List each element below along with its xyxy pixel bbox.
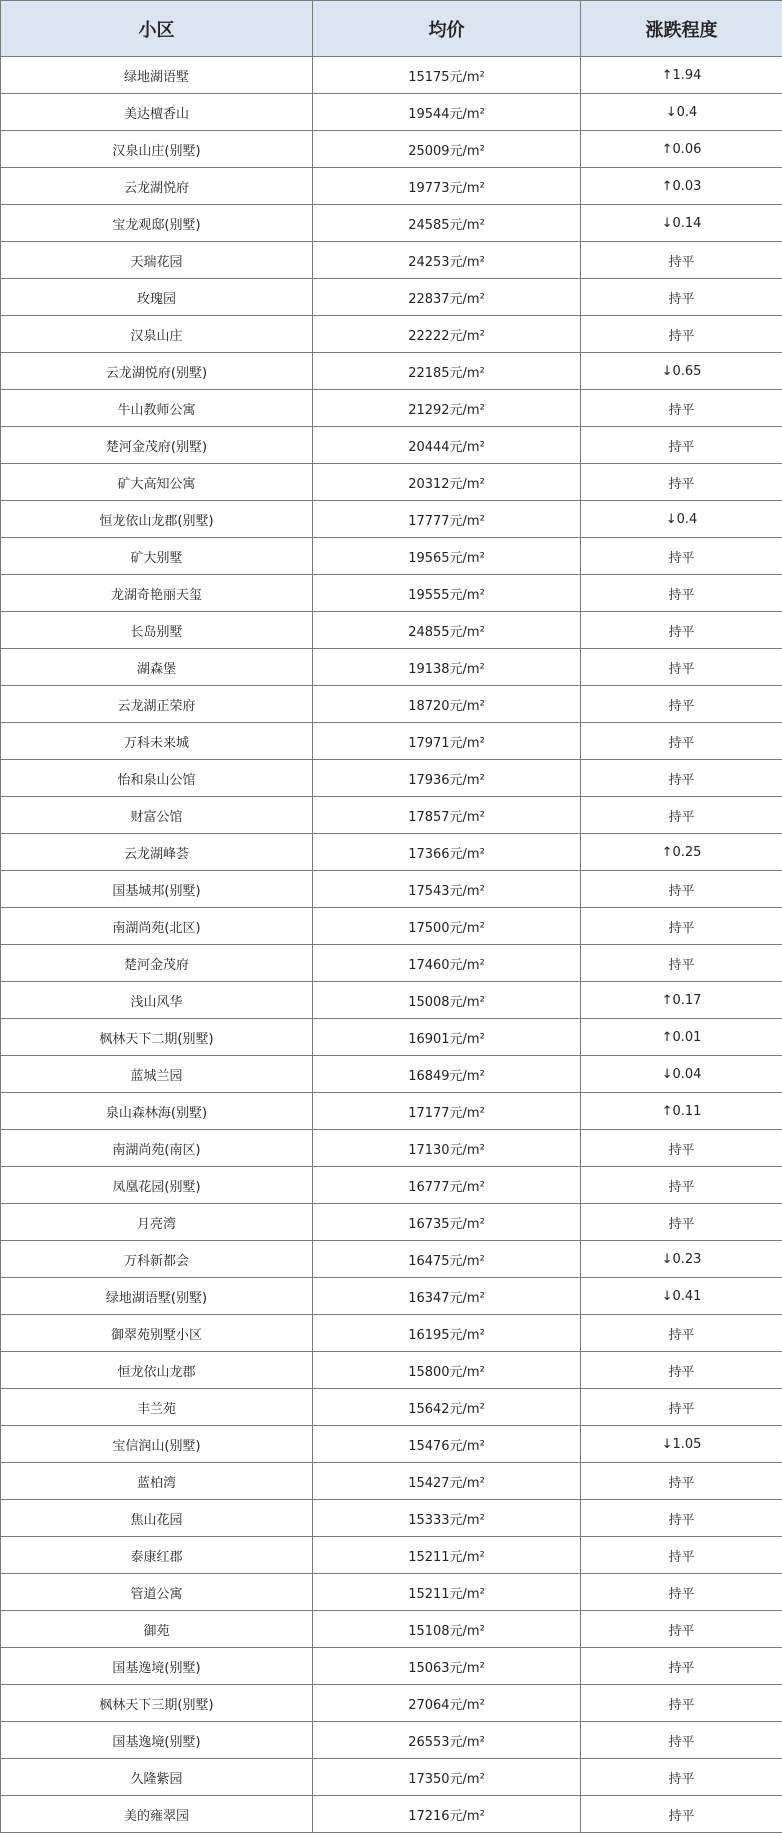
- avg-price-cell: 17216元/m²: [313, 1796, 581, 1833]
- header-row: [1, 1, 782, 57]
- avg-price-cell: 22222元/m²: [313, 316, 581, 353]
- avg-price-cell: 19138元/m²: [313, 649, 581, 686]
- table-row: [1, 649, 782, 686]
- table-row: [1, 242, 782, 279]
- avg-price-cell: 19565元/m²: [313, 538, 581, 575]
- avg-price-cell: 24855元/m²: [313, 612, 581, 649]
- avg-price-cell: 17500元/m²: [313, 908, 581, 945]
- change-cell: ↓0.04: [581, 1056, 782, 1093]
- change-cell: ↓0.14: [581, 205, 782, 242]
- table-row: [1, 1537, 782, 1574]
- table-row: [1, 1426, 782, 1463]
- table-row: [1, 316, 782, 353]
- community-name-cell: 国基逸境(别墅): [1, 1722, 313, 1759]
- table-row: [1, 1352, 782, 1389]
- table-row: [1, 57, 782, 94]
- change-cell: 持平: [581, 1500, 782, 1537]
- avg-price-cell: 16901元/m²: [313, 1019, 581, 1056]
- community-name-cell: 凤凰花园(别墅): [1, 1167, 313, 1204]
- community-name-cell: 宝龙观邸(别墅): [1, 205, 313, 242]
- change-cell: ↓0.23: [581, 1241, 782, 1278]
- community-name-cell: 泰康红郡: [1, 1537, 313, 1574]
- change-cell: 持平: [581, 1685, 782, 1722]
- avg-price-cell: 15175元/m²: [313, 57, 581, 94]
- table-row: [1, 797, 782, 834]
- change-cell: 持平: [581, 649, 782, 686]
- table-row: [1, 1167, 782, 1204]
- change-cell: ↑0.11: [581, 1093, 782, 1130]
- avg-price-cell: 15108元/m²: [313, 1611, 581, 1648]
- change-cell: 持平: [581, 723, 782, 760]
- avg-price-cell: 17130元/m²: [313, 1130, 581, 1167]
- community-name-cell: 云龙湖峰荟: [1, 834, 313, 871]
- change-cell: ↑0.01: [581, 1019, 782, 1056]
- table-row: [1, 686, 782, 723]
- table-row: [1, 834, 782, 871]
- change-cell: 持平: [581, 1315, 782, 1352]
- change-cell: 持平: [581, 1796, 782, 1833]
- community-name-cell: 云龙湖悦府: [1, 168, 313, 205]
- avg-price-cell: 15427元/m²: [313, 1463, 581, 1500]
- community-name-cell: 云龙湖正荣府: [1, 686, 313, 723]
- table-row: [1, 1093, 782, 1130]
- table-row: [1, 1315, 782, 1352]
- avg-price-cell: 17366元/m²: [313, 834, 581, 871]
- table-row: [1, 538, 782, 575]
- avg-price-cell: 24253元/m²: [313, 242, 581, 279]
- community-name-cell: 牛山教师公寓: [1, 390, 313, 427]
- avg-price-cell: 24585元/m²: [313, 205, 581, 242]
- table-row: [1, 982, 782, 1019]
- change-cell: 持平: [581, 612, 782, 649]
- avg-price-cell: 17177元/m²: [313, 1093, 581, 1130]
- avg-price-cell: 21292元/m²: [313, 390, 581, 427]
- change-cell: ↓1.05: [581, 1426, 782, 1463]
- community-name-cell: 财富公馆: [1, 797, 313, 834]
- table-row: [1, 1130, 782, 1167]
- avg-price-cell: 15476元/m²: [313, 1426, 581, 1463]
- community-name-cell: 国基逸境(别墅): [1, 1648, 313, 1685]
- community-name-cell: 怡和泉山公馆: [1, 760, 313, 797]
- community-name-cell: 恒龙依山龙郡(别墅): [1, 501, 313, 538]
- avg-price-cell: 19773元/m²: [313, 168, 581, 205]
- avg-price-cell: 18720元/m²: [313, 686, 581, 723]
- change-cell: 持平: [581, 1537, 782, 1574]
- change-cell: 持平: [581, 797, 782, 834]
- change-cell: 持平: [581, 1389, 782, 1426]
- community-name-cell: 枫林天下三期(别墅): [1, 1685, 313, 1722]
- change-cell: 持平: [581, 538, 782, 575]
- table-row: [1, 1685, 782, 1722]
- table-row: [1, 1759, 782, 1796]
- community-name-cell: 美的雍翠园: [1, 1796, 313, 1833]
- community-name-cell: 焦山花园: [1, 1500, 313, 1537]
- change-cell: 持平: [581, 1574, 782, 1611]
- community-name-cell: 绿地湖语墅(别墅): [1, 1278, 313, 1315]
- community-name-cell: 汉泉山庄(别墅): [1, 131, 313, 168]
- table-body: [1, 57, 782, 1833]
- community-name-cell: 湖森堡: [1, 649, 313, 686]
- community-name-cell: 蓝城兰园: [1, 1056, 313, 1093]
- community-name-cell: 蓝柏湾: [1, 1463, 313, 1500]
- avg-price-cell: 22185元/m²: [313, 353, 581, 390]
- table-row: [1, 760, 782, 797]
- avg-price-cell: 27064元/m²: [313, 1685, 581, 1722]
- avg-price-cell: 15008元/m²: [313, 982, 581, 1019]
- header-avg-price: 均价: [313, 1, 581, 57]
- table-row: [1, 1611, 782, 1648]
- avg-price-cell: 19544元/m²: [313, 94, 581, 131]
- avg-price-cell: 17857元/m²: [313, 797, 581, 834]
- table-header: [1, 1, 782, 57]
- community-name-cell: 月亮湾: [1, 1204, 313, 1241]
- avg-price-cell: 16777元/m²: [313, 1167, 581, 1204]
- community-name-cell: 长岛别墅: [1, 612, 313, 649]
- avg-price-cell: 17971元/m²: [313, 723, 581, 760]
- community-name-cell: 楚河金茂府: [1, 945, 313, 982]
- table-row: [1, 723, 782, 760]
- table-row: [1, 575, 782, 612]
- table-row: [1, 353, 782, 390]
- change-cell: ↓0.41: [581, 1278, 782, 1315]
- avg-price-cell: 17543元/m²: [313, 871, 581, 908]
- community-name-cell: 久隆紫园: [1, 1759, 313, 1796]
- community-name-cell: 国基城邦(别墅): [1, 871, 313, 908]
- avg-price-cell: 20312元/m²: [313, 464, 581, 501]
- table-row: [1, 1500, 782, 1537]
- avg-price-cell: 19555元/m²: [313, 575, 581, 612]
- community-name-cell: 御苑: [1, 1611, 313, 1648]
- avg-price-cell: 17936元/m²: [313, 760, 581, 797]
- change-cell: 持平: [581, 1759, 782, 1796]
- change-cell: 持平: [581, 1130, 782, 1167]
- table-row: [1, 1722, 782, 1759]
- avg-price-cell: 17350元/m²: [313, 1759, 581, 1796]
- change-cell: 持平: [581, 871, 782, 908]
- community-name-cell: 万科未来城: [1, 723, 313, 760]
- table-row: [1, 945, 782, 982]
- table-row: [1, 1574, 782, 1611]
- change-cell: 持平: [581, 464, 782, 501]
- avg-price-cell: 20444元/m²: [313, 427, 581, 464]
- avg-price-cell: 16347元/m²: [313, 1278, 581, 1315]
- community-name-cell: 矿大别墅: [1, 538, 313, 575]
- change-cell: 持平: [581, 945, 782, 982]
- community-name-cell: 天瑞花园: [1, 242, 313, 279]
- table-row: [1, 464, 782, 501]
- table-row: [1, 908, 782, 945]
- avg-price-cell: 15333元/m²: [313, 1500, 581, 1537]
- change-cell: 持平: [581, 908, 782, 945]
- change-cell: 持平: [581, 1611, 782, 1648]
- table-row: [1, 1056, 782, 1093]
- change-cell: 持平: [581, 1167, 782, 1204]
- community-name-cell: 枫林天下二期(别墅): [1, 1019, 313, 1056]
- avg-price-cell: 16735元/m²: [313, 1204, 581, 1241]
- community-name-cell: 恒龙依山龙郡: [1, 1352, 313, 1389]
- avg-price-cell: 17777元/m²: [313, 501, 581, 538]
- community-name-cell: 南湖尚苑(南区): [1, 1130, 313, 1167]
- community-name-cell: 龙湖奇艳丽天玺: [1, 575, 313, 612]
- table-row: [1, 168, 782, 205]
- community-name-cell: 美达檀香山: [1, 94, 313, 131]
- avg-price-cell: 26553元/m²: [313, 1722, 581, 1759]
- table-row: [1, 1648, 782, 1685]
- table-row: [1, 427, 782, 464]
- community-name-cell: 南湖尚苑(北区): [1, 908, 313, 945]
- avg-price-cell: 16475元/m²: [313, 1241, 581, 1278]
- table-row: [1, 1796, 782, 1833]
- change-cell: 持平: [581, 575, 782, 612]
- avg-price-cell: 16195元/m²: [313, 1315, 581, 1352]
- table-row: [1, 1241, 782, 1278]
- change-cell: ↑0.03: [581, 168, 782, 205]
- change-cell: 持平: [581, 1463, 782, 1500]
- avg-price-cell: 22837元/m²: [313, 279, 581, 316]
- change-cell: 持平: [581, 1204, 782, 1241]
- change-cell: 持平: [581, 1722, 782, 1759]
- community-name-cell: 万科新都会: [1, 1241, 313, 1278]
- community-name-cell: 绿地湖语墅: [1, 57, 313, 94]
- avg-price-cell: 17460元/m²: [313, 945, 581, 982]
- change-cell: ↑1.94: [581, 57, 782, 94]
- avg-price-cell: 15063元/m²: [313, 1648, 581, 1685]
- avg-price-cell: 15211元/m²: [313, 1574, 581, 1611]
- change-cell: 持平: [581, 1352, 782, 1389]
- change-cell: ↓0.4: [581, 501, 782, 538]
- change-cell: 持平: [581, 242, 782, 279]
- change-cell: ↓0.4: [581, 94, 782, 131]
- change-cell: ↑0.06: [581, 131, 782, 168]
- community-name-cell: 丰兰苑: [1, 1389, 313, 1426]
- avg-price-cell: 15800元/m²: [313, 1352, 581, 1389]
- header-change: 涨跌程度: [581, 1, 782, 57]
- avg-price-cell: 15211元/m²: [313, 1537, 581, 1574]
- table-row: [1, 612, 782, 649]
- change-cell: ↑0.17: [581, 982, 782, 1019]
- change-cell: 持平: [581, 686, 782, 723]
- change-cell: 持平: [581, 760, 782, 797]
- community-name-cell: 云龙湖悦府(别墅): [1, 353, 313, 390]
- avg-price-cell: 15642元/m²: [313, 1389, 581, 1426]
- table-row: [1, 1463, 782, 1500]
- change-cell: ↓0.65: [581, 353, 782, 390]
- community-name-cell: 御翠苑别墅小区: [1, 1315, 313, 1352]
- change-cell: 持平: [581, 1648, 782, 1685]
- table-row: [1, 94, 782, 131]
- community-name-cell: 宝信润山(别墅): [1, 1426, 313, 1463]
- table-row: [1, 205, 782, 242]
- community-name-cell: 汉泉山庄: [1, 316, 313, 353]
- community-name-cell: 矿大高知公寓: [1, 464, 313, 501]
- change-cell: 持平: [581, 427, 782, 464]
- table-row: [1, 871, 782, 908]
- community-name-cell: 泉山森林海(别墅): [1, 1093, 313, 1130]
- avg-price-cell: 25009元/m²: [313, 131, 581, 168]
- table-row: [1, 131, 782, 168]
- change-cell: 持平: [581, 390, 782, 427]
- change-cell: 持平: [581, 316, 782, 353]
- table-row: [1, 501, 782, 538]
- community-name-cell: 楚河金茂府(别墅): [1, 427, 313, 464]
- table-row: [1, 390, 782, 427]
- table-row: [1, 1019, 782, 1056]
- table-row: [1, 279, 782, 316]
- avg-price-cell: 16849元/m²: [313, 1056, 581, 1093]
- header-community: 小区: [1, 1, 313, 57]
- table-row: [1, 1204, 782, 1241]
- community-name-cell: 浅山风华: [1, 982, 313, 1019]
- table-row: [1, 1278, 782, 1315]
- community-name-cell: 管道公寓: [1, 1574, 313, 1611]
- table-row: [1, 1389, 782, 1426]
- change-cell: 持平: [581, 279, 782, 316]
- community-name-cell: 玫瑰园: [1, 279, 313, 316]
- change-cell: ↑0.25: [581, 834, 782, 871]
